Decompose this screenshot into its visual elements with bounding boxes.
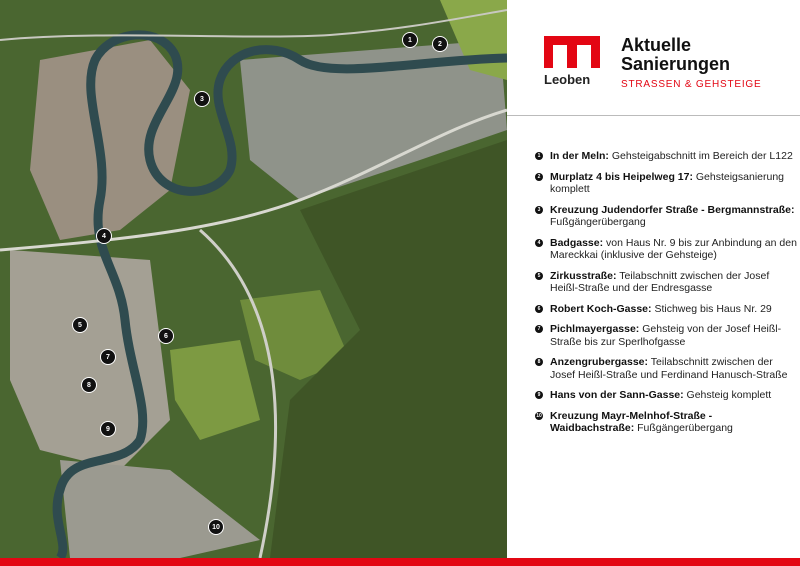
list-item [535, 204, 797, 229]
footer-bar [0, 558, 800, 566]
map-marker-7[interactable]: 7 [100, 349, 116, 365]
item-title: Robert Koch-Gasse: [550, 302, 652, 315]
subtitle: STRASSEN & GEHSTEIGE [621, 79, 762, 90]
list-item [535, 323, 797, 348]
map-marker-8[interactable]: 8 [81, 377, 97, 393]
item-text: Stichweg bis Haus Nr. 29 [654, 302, 772, 315]
number-badge: 10 [536, 412, 542, 419]
title-line-2: Sanierungen [621, 54, 731, 74]
item-title: Kreuzung Mayr-Melnhof-Straße - Waidbachstraße: [550, 409, 713, 434]
number-badge: 8 [535, 358, 543, 366]
legend-panel [507, 0, 800, 558]
number-badge: 5 [535, 272, 543, 280]
map-marker-4[interactable]: 4 [96, 228, 112, 244]
map-marker-6[interactable]: 6 [158, 328, 174, 344]
item-text: Teilabschnitt zwischen der Josef Heißl-Straße und der Endresgasse [550, 269, 770, 294]
list-item [535, 237, 797, 262]
map-marker-10[interactable]: 10 [208, 519, 224, 535]
list-item [535, 410, 797, 435]
number-badge: 9 [535, 391, 543, 399]
list-item [535, 270, 797, 295]
list-item [535, 150, 797, 163]
item-title: In der Meln: [550, 150, 609, 162]
item-title: Anzengrubergasse: [550, 356, 649, 368]
item-text: Gehsteig von der Josef Heißl-Straße bis zur Sperlhofgasse [550, 323, 782, 348]
renovation-list [535, 150, 797, 443]
item-title: Badgasse: [550, 236, 604, 249]
item-text: Gehsteigabschnitt im Bereich der L122 [611, 150, 793, 162]
list-item [535, 171, 797, 196]
title-line-1: Aktuelle [621, 35, 692, 55]
map-marker-5[interactable]: 5 [72, 317, 88, 333]
map-marker-3[interactable]: 3 [194, 91, 210, 107]
logo-text: Leoben [544, 72, 591, 87]
item-text: Teilabschnitt zwischen der Josef Heißl-Straße und Ferdinand Hanusch-Straße [550, 356, 788, 381]
map-marker-9[interactable]: 9 [100, 421, 116, 437]
list-item [535, 303, 797, 316]
list-item [535, 389, 797, 402]
item-text: Fußgängerübergang [550, 216, 646, 228]
number-badge: 3 [535, 206, 543, 214]
number-badge: 2 [535, 173, 543, 181]
item-title: Pichlmayergasse: [550, 323, 640, 335]
number-badge: 4 [535, 239, 543, 247]
item-text: Gehsteigsanierung komplett [550, 170, 785, 195]
item-text: Fußgängerübergang [637, 422, 733, 434]
item-title: Zirkusstraße: [550, 269, 617, 282]
item-title: Murplatz 4 bis Heipelweg 17: [550, 170, 693, 183]
item-text: von Haus Nr. 9 bis zur Anbindung an den Mareckkai (inklusive der Gehsteige) [550, 236, 797, 261]
item-title: Kreuzung Judendorfer Straße - Bergmannstraße: [550, 203, 795, 216]
item-text: Gehsteig komplett [686, 389, 772, 401]
map-marker-2[interactable]: 2 [432, 36, 448, 52]
number-badge: 1 [535, 152, 543, 160]
number-badge: 6 [535, 305, 543, 313]
map-marker-1[interactable]: 1 [402, 32, 418, 48]
list-item [535, 356, 797, 381]
number-badge: 7 [535, 325, 543, 333]
item-title: Hans von der Sann-Gasse: [550, 389, 684, 401]
divider [507, 115, 800, 116]
